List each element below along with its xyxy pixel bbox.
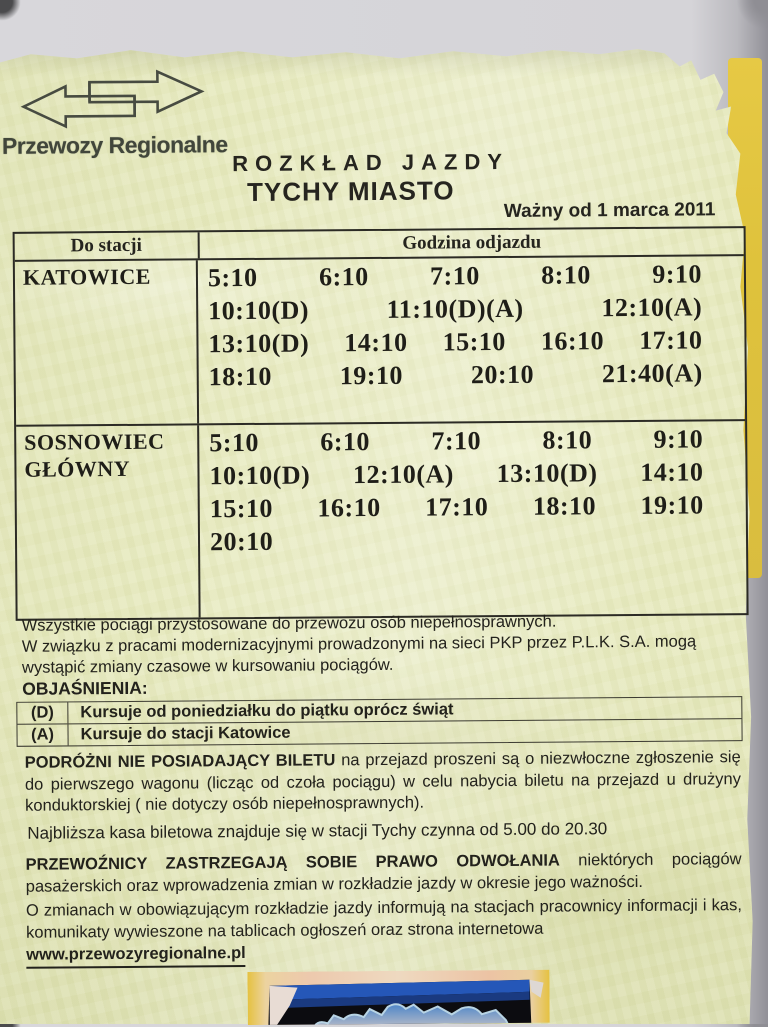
legend-code: (A) (17, 724, 68, 745)
departure-time: 16:10 (317, 492, 381, 523)
departure-time: 7:10 (429, 261, 480, 291)
changes-text: O zmianach w obowiązującym rozkładzie jazdy informują na stacjach pracownicy informacji i kas, komunikaty wywieszone na tablicach ogłoszeń oraz strona internetowa (25, 896, 742, 942)
notes-block (22, 610, 737, 700)
departure-time: 7:10 (431, 426, 482, 456)
paragraph-carriers (25, 849, 741, 898)
legend-text: Kursuje do stacji Katowice (80, 723, 291, 744)
departure-time: 9:10 (652, 259, 703, 289)
departure-time: 19:10 (640, 490, 704, 520)
station-name: SOSNOWIEC GŁÓWNY (16, 425, 201, 618)
departure-time: 17:10 (639, 325, 703, 355)
paragraph-ticket-office: Najbliższa kasa biletowa znajduje się w stacji Tychy czynna od 5.00 do 20.30 (27, 819, 608, 843)
times-line (198, 257, 744, 294)
departure-time: 17:10 (425, 492, 489, 522)
page-title: ROZKŁAD JAZDY (232, 148, 510, 177)
timetable-row (15, 256, 745, 425)
departure-time: 18:10 (208, 361, 273, 392)
station-name: KATOWICE (15, 260, 199, 424)
departure-time: 12:10(A) (353, 459, 454, 490)
no-ticket-rest: na przejazd proszeni są o niezwłoczne zgłoszenie się do pierwszego wagonu (licząc od czoła pociągu) w celu nabycia biletu na przejazd u drużyny konduktorskiej ( nie dotyczy osób niepełnosprawnych). (24, 748, 741, 815)
departure-time: 14:10 (344, 327, 408, 358)
departure-time: 20:10 (470, 359, 535, 390)
validity-date: Ważny od 1 marca 2011 (503, 199, 716, 222)
times-line (200, 521, 746, 558)
departure-time: 5:10 (209, 427, 260, 458)
departure-time: 14:10 (640, 457, 704, 487)
departure-times (198, 256, 745, 423)
departure-time: 19:10 (339, 360, 404, 391)
times-line (198, 323, 744, 360)
departure-time: 15:10 (209, 493, 274, 524)
departure-time: 10:10(D) (208, 295, 310, 326)
legend-code: (D) (17, 702, 68, 723)
departure-time: 20:10 (209, 526, 274, 557)
departure-time: 12:10(A) (601, 292, 703, 323)
carriers-lead: PRZEWOŹNICY ZASTRZEGAJĄ SOBIE PRAWO ODWOŁANIA (25, 851, 560, 874)
legend-table (16, 696, 742, 747)
paragraph-changes (26, 895, 743, 968)
departure-time: 5:10 (207, 262, 258, 293)
departure-time: 13:10(D) (208, 328, 310, 359)
page-subtitle: TYCHY MIASTO (246, 175, 455, 207)
map-sticker-graphic (247, 970, 549, 1025)
departure-time: 21:40(A) (601, 358, 703, 389)
departure-time: 6:10 (318, 262, 369, 292)
note-modernization: W związku z pracami modernizacyjnymi prowadzonymi na sieci PKP przez P.L.K. S.A. mogą wystąpić zmiany czasowe w kursowaniu pociągów. (21, 632, 697, 677)
departure-time: 10:10(D) (209, 460, 311, 491)
station-column-header: Do stacji (15, 232, 200, 259)
note-accessibility: Wszystkie pociągi przystosowane do przewozu osób niepełnosprawnych. (21, 612, 557, 635)
departure-times (199, 421, 746, 617)
carriers-rest: niektórych pociągów pasażerskich oraz wprowadzenia zmian w rozkładzie jazdy w okresie jego ważności. (25, 850, 742, 896)
times-line (199, 422, 745, 459)
times-line (199, 455, 745, 492)
torn-poster-map-image (247, 970, 549, 1025)
times-line (198, 290, 744, 327)
departure-time: 8:10 (541, 260, 591, 290)
website-url: www.przewozyregionalne.pl (26, 943, 246, 968)
legend-text: Kursuje od poniedziałku do piątku oprócz świąt (80, 700, 454, 722)
paragraph-no-ticket (25, 747, 741, 817)
no-ticket-lead: PODRÓŻNI NIE POSIADAJĄCY BILETU (24, 751, 336, 772)
departure-time: 15:10 (442, 326, 506, 357)
timetable-body (15, 256, 747, 619)
timetable (13, 226, 749, 621)
departure-time: 9:10 (653, 424, 704, 454)
times-line (199, 356, 745, 393)
departure-time: 11:10(D)(A) (386, 293, 524, 324)
departure-time: 6:10 (320, 427, 371, 457)
times-column-header: Godzina odjazdu (402, 231, 542, 254)
legend-heading: OBJAŚNIENIA: (22, 677, 148, 699)
departure-time: 13:10(D) (496, 458, 598, 489)
departure-time: 8:10 (542, 425, 593, 455)
departure-time: 18:10 (532, 491, 597, 521)
brand-name: Przewozy Regionalne (1, 131, 228, 159)
departure-time: 16:10 (540, 326, 605, 356)
times-line (200, 488, 746, 525)
timetable-row (16, 419, 747, 619)
double-opposing-arrows-icon (19, 67, 205, 140)
